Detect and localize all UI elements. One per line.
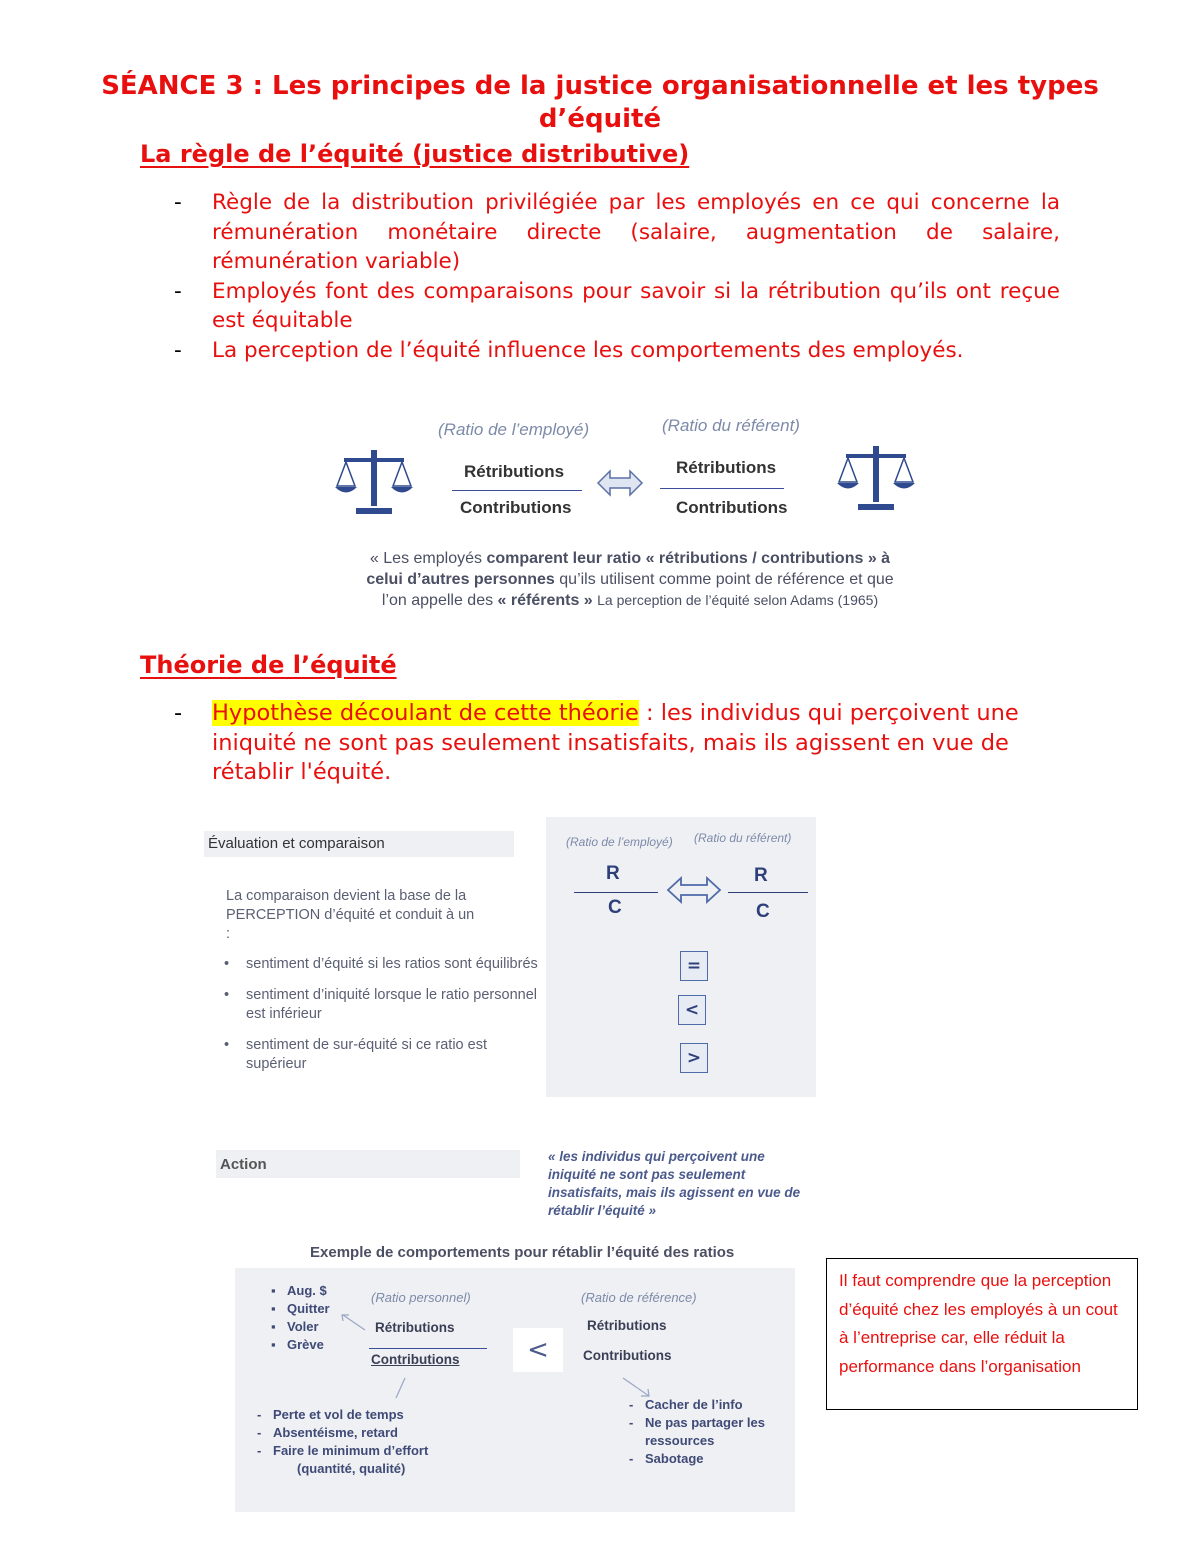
section-heading-distributive: La règle de l’équité (justice distributive) <box>140 140 690 168</box>
reference-numerator: Rétributions <box>587 1318 667 1333</box>
scales-icon <box>334 448 414 518</box>
bottom-left-list: - Perte et vol de temps - Absentéisme, retard - Faire le minimum d’effort (quantité, qualité) <box>257 1407 429 1476</box>
ratio-r-right: R <box>754 865 768 886</box>
referent-ratio-caption: (Ratio du référent) <box>662 416 800 435</box>
reference-ratio-caption: (Ratio de référence) <box>581 1290 697 1305</box>
referent-ratio-caption: (Ratio du référent) <box>694 831 792 845</box>
note-box: Il faut comprendre que la perception d’équité chez les employés à un cout à l’entreprise car, elle réduit la performance dans l’organisation <box>826 1258 1138 1410</box>
fraction-line <box>574 892 658 893</box>
highlighted-text: Hypothèse découlant de cette théorie <box>212 700 639 726</box>
feeling-list: • sentiment d’équité si les ratios sont équilibrés • sentiment d’iniquité lorsque le ratio personnel est inférieur • sentiment de sur-équité si ce ratio est supérieur <box>224 956 538 1072</box>
action-label: Action <box>220 1156 267 1173</box>
fraction-line <box>369 1348 487 1349</box>
greater-than-symbol: > <box>680 1043 708 1073</box>
less-than-symbol: < <box>678 995 706 1025</box>
equity-ratio-figure <box>330 410 930 620</box>
double-arrow-icon <box>596 468 644 498</box>
referent-numerator: Rétributions <box>676 458 777 477</box>
adams-quote: « Les employés comparent leur ratio « rétributions / contributions » à celui d’autres personnes qu’ils utilisent comme point de référence et que l’on appelle des « référents » La perception de l’équité selon Adams (1965) <box>366 550 894 609</box>
employee-numerator: Rétributions <box>464 462 565 481</box>
arrow-icon <box>393 1376 407 1400</box>
evaluation-header: Évaluation et comparaison <box>208 835 385 852</box>
referent-denominator: Contributions <box>676 498 788 517</box>
comparison-intro: La comparaison devient la base de la PERCEPTION d’équité et conduit à un : <box>226 888 475 942</box>
reference-denominator: Contributions <box>583 1348 672 1363</box>
double-arrow-icon <box>666 875 722 905</box>
arrow-icon <box>339 1312 367 1332</box>
left-actions-list: ▪ Aug. $ ▪ Quitter ▪ Voler ▪ Grève <box>271 1283 330 1352</box>
ratio-r-left: R <box>606 863 620 884</box>
example-title: Exemple de comportements pour rétablir l’équité des ratios <box>310 1244 735 1261</box>
list-item: - Règle de la distribution privilégiée par les employés en ce qui concerne la rémunération monétaire directe (salaire, augmentation de salaire, rémunération variable) <box>174 190 1060 274</box>
bullet-list-distributive <box>140 188 1060 365</box>
employee-ratio-caption: (Ratio de l’employé) <box>438 420 590 439</box>
employee-denominator: Contributions <box>460 498 572 517</box>
personal-denominator: Contributions <box>371 1352 460 1367</box>
list-item: - Employés font des comparaisons pour savoir si la rétribution qu’ils ont reçue est équitable <box>174 278 1060 333</box>
arrow-icon <box>621 1376 651 1398</box>
fraction-line <box>452 490 582 491</box>
fraction-line <box>660 488 784 489</box>
section-heading-theory: Théorie de l’équité <box>140 651 397 679</box>
personal-ratio-caption: (Ratio personnel) <box>371 1290 471 1305</box>
employee-ratio-caption: (Ratio de l’employé) <box>566 835 673 849</box>
ratio-c-right: C <box>756 901 770 922</box>
ratio-c-left: C <box>608 897 622 918</box>
equal-symbol: = <box>680 951 708 981</box>
list-item: - La perception de l’équité influence les comportements des employés. <box>174 337 964 363</box>
page-title: SÉANCE 3 : Les principes de la justice organisationnelle et les types d’équité <box>101 71 1099 134</box>
bottom-right-list: - Cacher de l’info - Ne pas partager les ressources - Sabotage <box>629 1397 765 1466</box>
less-than-symbol: < <box>513 1328 563 1372</box>
behaviors-panel <box>235 1268 795 1512</box>
scales-icon <box>836 444 916 514</box>
evaluation-comparison-figure <box>200 815 820 1100</box>
action-quote: « les individus qui perçoivent une iniquité ne sont pas seulement insatisfaits, mais ils agissent en vue de rétablir l’équité » <box>548 1149 801 1218</box>
fraction-line <box>728 892 808 893</box>
personal-numerator: Rétributions <box>375 1320 455 1335</box>
bullet-list-theory <box>140 699 1060 788</box>
list-item: - Hypothèse découlant de cette théorie : les individus qui perçoivent une iniquité ne sont pas seulement insatisfaits, mais ils agissent en vue de rétablir l'équité. <box>174 700 1019 785</box>
